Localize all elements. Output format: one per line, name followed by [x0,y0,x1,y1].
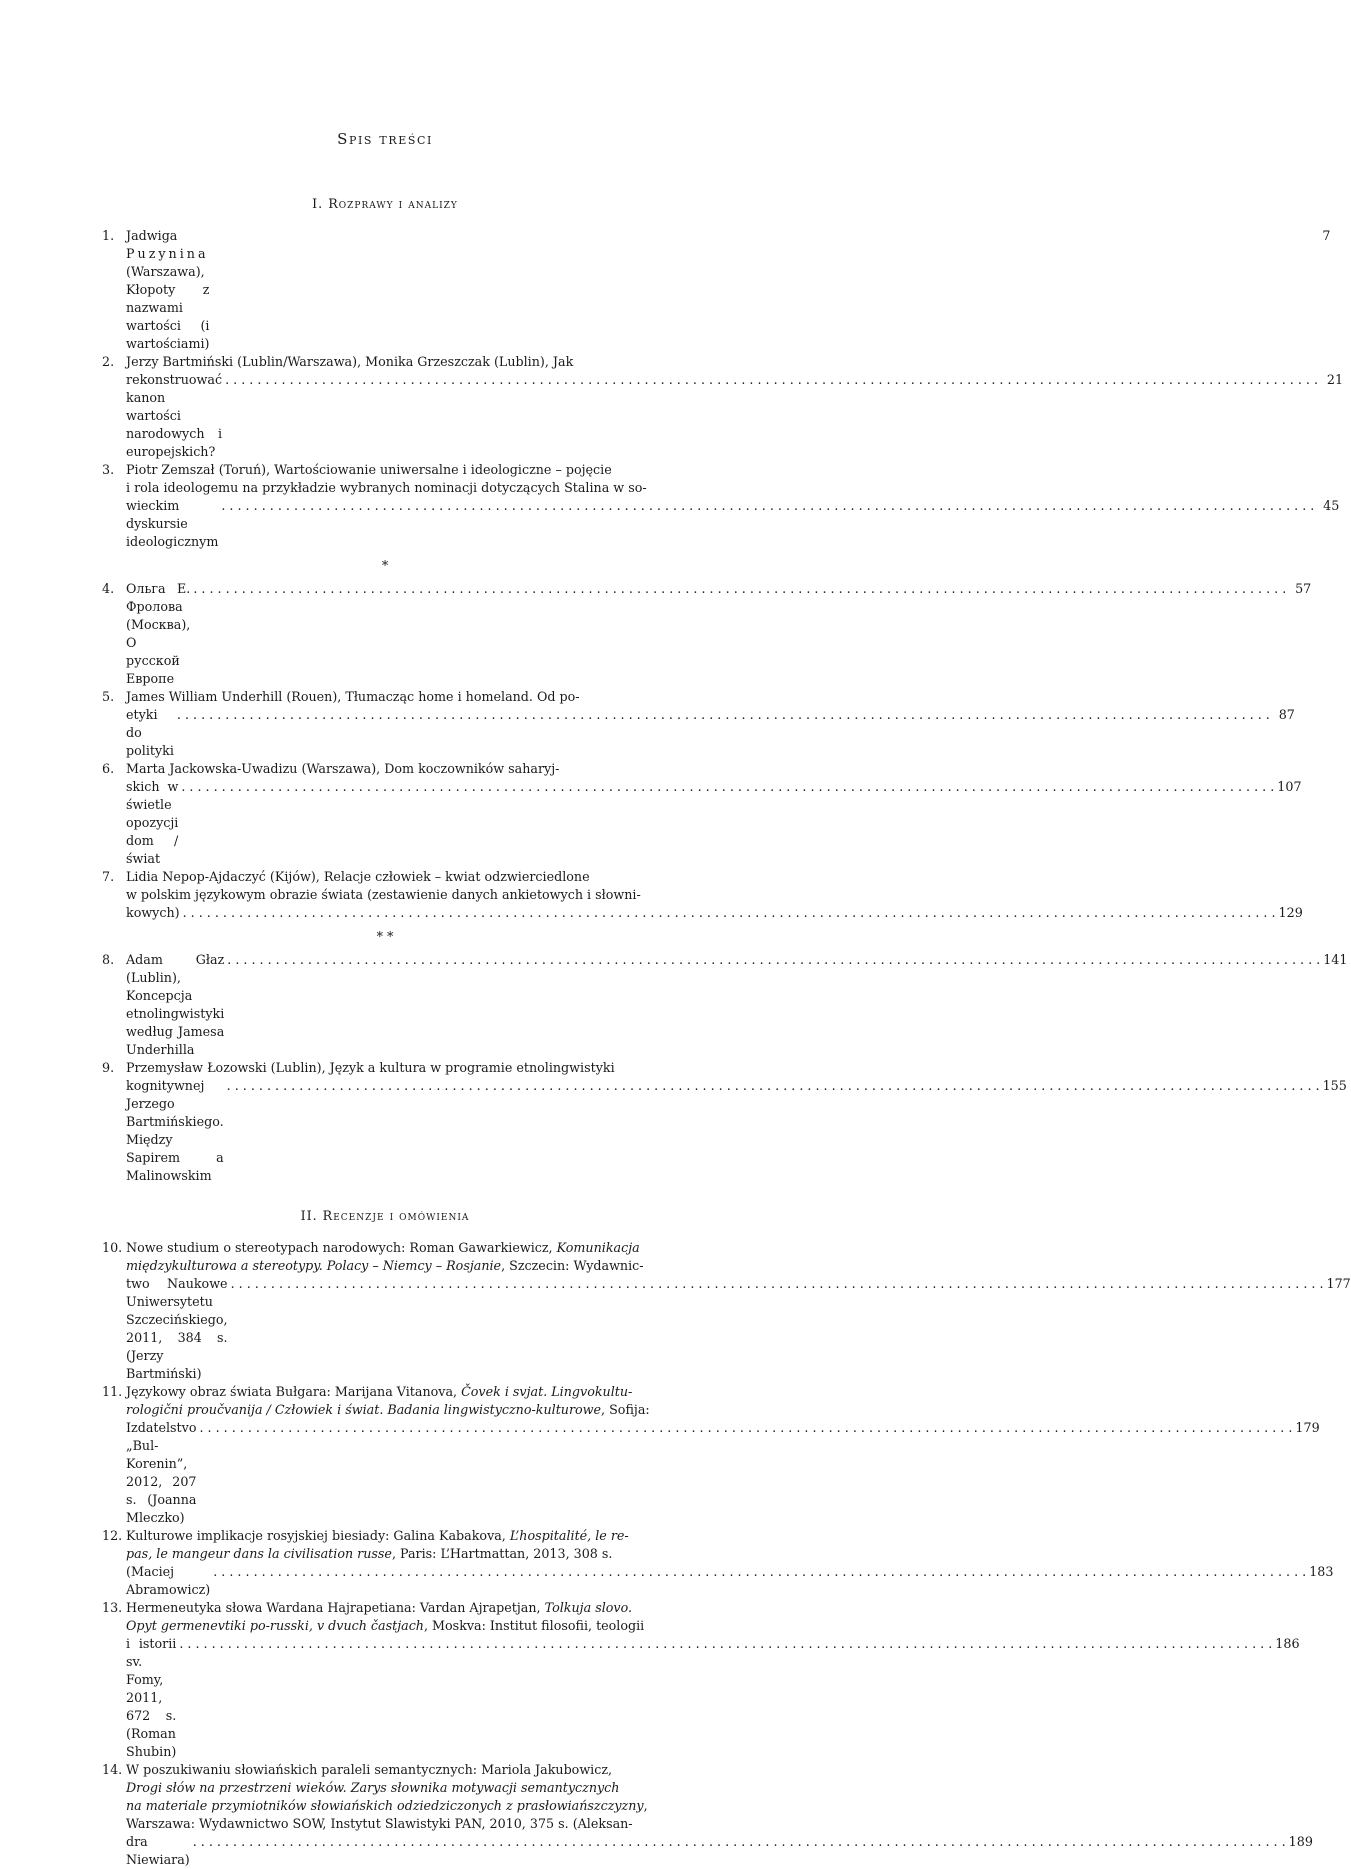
entry-text: Lidia Nepop-Ajdaczyć (Kijów), Relacje człowiek – kwiat odzwierciedlone [126,869,590,884]
entry-text: (Maciej Abramowicz) [126,1564,211,1597]
page-number: 155 [1322,1078,1347,1093]
section-separator: * [381,558,389,573]
entry-number: 8. [102,952,115,967]
entry-text: kognitywnej Jerzego Bartmińskiego. Między Sapirem a Malinowskim [126,1078,224,1183]
entry-text: międzykulturowa a stereotypy. Polacy – Niemcy – Rosjanie, Szczecin: Wydawnic- [126,1258,644,1273]
entry-text: Przemysław Łozowski (Lublin), Język a kultura w programie etnolingwistyki [126,1060,615,1075]
toc-entry-7[interactable] [102,868,1303,922]
page-number: 87 [1278,707,1295,722]
page-number: 141 [1323,952,1348,967]
toc-entry-10[interactable] [102,1239,1351,1383]
dot-leader [213,1563,1306,1581]
section-title-1: I. Rozprawy i analizy [312,196,458,211]
toc-entry-5[interactable] [102,688,1295,760]
entry-text: Izdatelstvo „Bul-Korenin”, 2012, 207 s. (Joanna Mleczko) [126,1420,197,1525]
entry-text: James William Underhill (Rouen), Tłumacząc home i homeland. Od po- [126,689,580,704]
dot-leader [227,1077,1320,1095]
dot-leader [183,904,1276,922]
entry-number: 4. [102,581,115,596]
toc-entry-13[interactable] [102,1599,1300,1761]
entry-text: Językowy obraz świata Bułgara: Marijana Vitanova, Čovek i svjat. Lingvokultu- [126,1384,633,1399]
dot-leader [181,778,1274,796]
entry-text: Opyt germenevtiki po-russki, v dvuch častjach, Moskva: Institut filosofii, teologii [126,1618,645,1633]
entry-text: two Naukowe Uniwersytetu Szczecińskiego, 2011, 384 s. (Jerzy Bartmiński) [126,1276,228,1381]
entry-text: Nowe studium o stereotypach narodowych: Roman Gawarkiewicz, Komunikacja [126,1240,640,1255]
entry-number: 12. [102,1528,123,1543]
page-number: 57 [1295,581,1312,596]
dot-leader [231,1275,1324,1293]
entry-text: etyki do polityki [126,707,174,758]
page-number: 129 [1278,905,1303,920]
table-of-contents [102,130,1351,1869]
page-number: 107 [1277,779,1302,794]
page-number: 179 [1295,1420,1320,1435]
section-separator: * * [376,929,394,944]
entry-text: Jadwiga Puzynina (Warszawa), Kłopoty z nazwami wartości (i wartościami) [126,228,210,351]
entry-number: 2. [102,354,115,369]
entry-text: w polskim językowym obrazie świata (zestawienie danych ankietowych i słowni- [126,887,641,902]
entry-text: dra Niewiara) [126,1834,190,1867]
entry-text: Ольга Е. Фролова (Москва), О русской Европе [126,581,191,686]
entry-number: 7. [102,869,115,884]
entry-text: Drogi słów na przestrzeni wieków. Zarys słownika motywacji semantycznych [126,1780,620,1795]
dot-leader [193,1833,1286,1851]
dot-leader [177,706,1270,724]
entry-number: 6. [102,761,115,776]
dot-leader [193,580,1286,598]
entry-text: rekonstruować kanon wartości narodowych i europejskich? [126,372,223,459]
page-title: Spis treści [337,130,433,148]
dot-leader [199,1419,1292,1437]
toc-entry-6[interactable] [102,760,1302,868]
entry-number: 10. [102,1240,123,1255]
entry-text: pas, le mangeur dans la civilisation russe, Paris: L’Hartmattan, 2013, 308 s. [126,1546,613,1561]
entry-text: i rola ideologemu na przykładzie wybranych nominacji dotyczących Stalina w so- [126,480,647,495]
entry-text: wieckim dyskursie ideologicznym [126,498,219,549]
toc-entry-14[interactable] [102,1761,1313,1869]
page-number: 45 [1323,498,1340,513]
entry-text: Piotr Zemszał (Toruń), Wartościowanie uniwersalne i ideologiczne – pojęcie [126,462,612,477]
toc-entry-8[interactable] [102,951,1348,1059]
page-number: 7 [1322,228,1331,243]
entry-number: 3. [102,462,115,477]
toc-entry-12[interactable] [102,1527,1334,1599]
toc-entry-3[interactable] [102,461,1340,551]
dot-leader [227,951,1320,969]
toc-entry-9[interactable] [102,1059,1347,1185]
dot-leader [179,1635,1272,1653]
entry-number: 13. [102,1600,123,1615]
entry-text: rologični proučvanija / Człowiek i świat. Badania lingwistyczno-kulturowe, Sofija: [126,1402,650,1417]
page-number: 189 [1288,1834,1313,1849]
toc-entry-4[interactable] [102,580,1312,688]
toc-entry-1[interactable] [102,227,1331,353]
entry-number: 9. [102,1060,115,1075]
entry-text: Kulturowe implikacje rosyjskiej biesiady: Galina Kabakova, L’hospitalité, le re- [126,1528,629,1543]
entry-number: 11. [102,1384,123,1399]
entry-text: Adam Głaz (Lublin), Koncepcja etnolingwistyki według Jamesa Underhilla [126,952,225,1057]
toc-entry-11[interactable] [102,1383,1320,1527]
entry-number: 1. [102,228,115,243]
page-number: 177 [1326,1276,1351,1291]
section-title-2: II. Recenzje i omówienia [300,1208,470,1223]
entry-text: kowych) [126,905,180,920]
page-number: 21 [1326,372,1344,387]
dot-leader [221,497,1314,515]
page-number: 183 [1309,1564,1334,1579]
entry-text: Marta Jackowska-Uwadizu (Warszawa), Dom koczowników saharyj- [126,761,560,776]
page-number: 186 [1275,1636,1300,1651]
entry-number: 14. [102,1762,123,1777]
entry-text: Warszawa: Wydawnictwo SOW, Instytut Slawistyki PAN, 2010, 375 s. (Aleksan- [126,1816,633,1831]
dot-leader [225,371,1318,389]
entry-text: na materiale przymiotników słowiańskich odziedziczonych z prasłowiańszczyzny, [126,1798,648,1813]
entry-text: W poszukiwaniu słowiańskich paraleli semantycznych: Mariola Jakubowicz, [126,1762,613,1777]
entry-text: skich w świetle opozycji dom / świat [126,779,179,866]
entry-text: Jerzy Bartmiński (Lublin/Warszawa), Monika Grzeszczak (Lublin), Jak [126,354,574,369]
toc-entry-2[interactable] [102,353,1344,461]
entry-number: 5. [102,689,115,704]
entry-text: Hermeneutyka słowa Wardana Hajrapetiana: Vardan Ajrapetjan, Tolkuja slovo. [126,1600,633,1615]
entry-text: i istorii sv. Fomy, 2011, 672 s. (Roman Shubin) [126,1636,177,1759]
